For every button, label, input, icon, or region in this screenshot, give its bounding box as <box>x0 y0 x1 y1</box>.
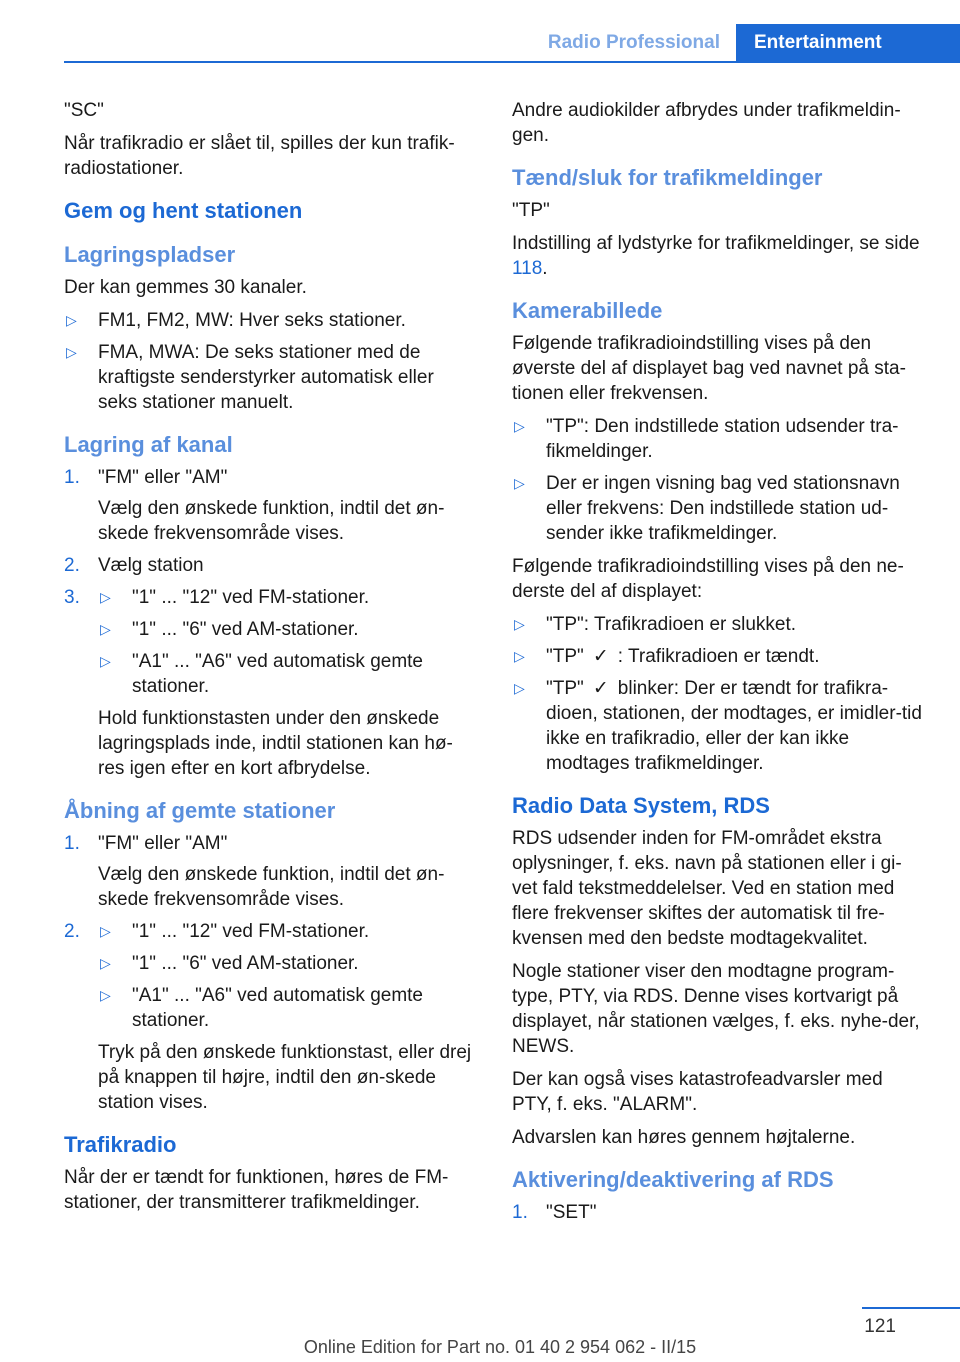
paragraph-rds-2: Nogle stationer viser den modtagne program-type, PTY, via RDS. Denne vises kortvarigt på displayet, når stationen vælges, f. eks. nyhe-der, NEWS. <box>512 961 920 1057</box>
list-item: ▷ "1" ... "12" ved FM-stationer. <box>100 587 370 608</box>
bullet-list-presets <box>98 585 476 699</box>
triangle-bullet-icon: ▷ <box>100 653 111 669</box>
triangle-bullet-icon: ▷ <box>514 616 525 632</box>
paragraph-sc-desc: Når trafikradio er slået til, spilles der kun trafik-radiostationer. <box>64 133 455 179</box>
paragraph-tp: "TP" <box>512 200 550 221</box>
heading-taend-sluk: Tænd/sluk for trafikmeldinger <box>512 165 823 190</box>
checkmark-icon: ✓ <box>592 678 609 699</box>
paragraph-indstilling: Indstilling af lydstyrke for trafikmeldinger, se side 118. <box>512 233 920 279</box>
list-item: ▷ "TP" ✓ : Trafikradioen er tændt. <box>514 646 820 667</box>
paragraph-sc: "SC" <box>64 100 104 121</box>
right-column <box>512 98 924 1233</box>
page-link-118[interactable]: 118 <box>512 258 543 279</box>
triangle-bullet-icon: ▷ <box>66 312 77 328</box>
paragraph-rds-3: Der kan også vises katastrofeadvarsler med PTY, f. eks. "ALARM". <box>512 1069 883 1115</box>
heading-lagring-af-kanal: Lagring af kanal <box>64 432 233 457</box>
heading-rds: Radio Data System, RDS <box>512 793 770 818</box>
list-item: ▷ FMA, MWA: De seks stationer med de kraftigste senderstyrker automatisk eller seks stationer manuelt. <box>66 342 434 413</box>
heading-abning: Åbning af gemte stationer <box>64 798 336 823</box>
heading-trafikradio: Trafikradio <box>64 1132 177 1157</box>
bullet-list-lager <box>64 308 476 415</box>
list-item: ▷ "1" ... "6" ved AM-stationer. <box>100 619 359 640</box>
list-item: 3. ▷ "1" ... "12" ved FM-stationer. ▷ "1" ... "6" ved AM-stationer. ▷ "A1" ... "A6" ved automatisk gemte stationer. Hold funktionstasten under den ønskede lagringsplads inde, indtil stationen kan hø-res igen efter en kort afbrydelse. <box>64 585 476 781</box>
paragraph-kamera: Følgende trafikradioindstilling vises på den øverste del af displayet bag ved navnet på sta-tionen eller frekvensen. <box>512 333 906 404</box>
chapter-tab[interactable]: Entertainment <box>736 24 960 63</box>
footer-edition: Online Edition for Part no. 01 40 2 954 062 - II/15 <box>303 1337 697 1357</box>
list-item: ▷ "A1" ... "A6" ved automatisk gemte stationer. <box>100 651 424 697</box>
heading-gem-og-hent: Gem og hent stationen <box>64 198 303 223</box>
numbered-list-aktivering <box>512 1200 924 1225</box>
numbered-list-lagring <box>64 465 476 781</box>
triangle-bullet-icon: ▷ <box>100 955 111 971</box>
bullet-list-presets <box>98 919 476 1033</box>
paragraph-rds-1: RDS udsender inden for FM-området ekstra oplysninger, f. eks. navn på stationen eller i gi-vet fald tekstmeddelelser. Ved en station med flere frekvenser skiftes der automatisk til fre-kvensen med den bedste modtagekvalitet. <box>512 828 902 949</box>
list-item: 1. "FM" eller "AM" Vælg den ønskede funktion, indtil det øn-skede frekvensområde vises. <box>64 833 445 910</box>
triangle-bullet-icon: ▷ <box>100 621 111 637</box>
section-tab[interactable]: Radio Professional <box>547 32 720 53</box>
list-item: 1. "FM" eller "AM" Vælg den ønskede funktion, indtil det øn-skede frekvensområde vises. <box>64 467 445 544</box>
heading-kamerabillede: Kamerabillede <box>512 298 663 323</box>
paragraph-trafikradio: Når der er tændt for funktionen, høres de FM-stationer, der transmitterer trafikmeldinger. <box>64 1167 449 1213</box>
list-item: 1. "SET" <box>512 1202 597 1223</box>
list-item: 2. Vælg station <box>64 555 204 576</box>
paragraph-andre: Andre audiokilder afbrydes under trafikmeldin-gen. <box>512 100 901 146</box>
list-item: ▷ "TP": Trafikradioen er slukket. <box>514 614 797 635</box>
list-item: ▷ "1" ... "6" ved AM-stationer. <box>100 953 359 974</box>
checkmark-icon: ✓ <box>592 646 609 667</box>
list-item: ▷ "TP" ✓ blinker: Der er tændt for trafikra-dioen, stationen, der modtages, er imidler-tid ikke en trafikradio, eller der kan ikke modtages trafikmeldinger. <box>514 678 922 774</box>
paragraph-kanaler: Der kan gemmes 30 kanaler. <box>64 277 307 298</box>
paragraph-nederste: Følgende trafikradioindstilling vises på den ne-derste del af displayet: <box>512 556 904 602</box>
list-item: ▷ FM1, FM2, MW: Hver seks stationer. <box>66 310 406 331</box>
triangle-bullet-icon: ▷ <box>100 589 111 605</box>
paragraph-rds-4: Advarslen kan høres gennem højtalerne. <box>512 1127 856 1148</box>
triangle-bullet-icon: ▷ <box>514 648 525 664</box>
triangle-bullet-icon: ▷ <box>514 475 525 491</box>
bullet-list-tp-status <box>512 612 924 776</box>
triangle-bullet-icon: ▷ <box>514 418 525 434</box>
triangle-bullet-icon: ▷ <box>66 344 77 360</box>
list-item: ▷ Der er ingen visning bag ved stationsnavn eller frekvens: Den indstillede station ud-sender ikke trafikmeldinger. <box>514 473 900 544</box>
triangle-bullet-icon: ▷ <box>514 680 525 696</box>
triangle-bullet-icon: ▷ <box>100 923 111 939</box>
list-item: ▷ "TP": Den indstillede station udsender tra-fikmeldinger. <box>514 416 899 462</box>
heading-aktivering: Aktivering/deaktivering af RDS <box>512 1167 834 1192</box>
footer-rule <box>862 1307 960 1309</box>
bullet-list-kamera <box>512 414 924 546</box>
list-item: ▷ "A1" ... "A6" ved automatisk gemte stationer. <box>100 985 424 1031</box>
page-number: 121 <box>864 1316 896 1337</box>
list-item: 2. ▷ "1" ... "12" ved FM-stationer. ▷ "1" ... "6" ved AM-stationer. ▷ "A1" ... "A6" ved automatisk gemte stationer. Tryk på den ønskede funktionstast, eller drej på knappen til højre, indtil den øn-skede station vises. <box>64 919 476 1115</box>
numbered-list-abning <box>64 831 476 1115</box>
list-item: ▷ "1" ... "12" ved FM-stationer. <box>100 921 370 942</box>
left-column <box>64 98 476 1223</box>
triangle-bullet-icon: ▷ <box>100 987 111 1003</box>
heading-lagringspladser: Lagringspladser <box>64 242 236 267</box>
